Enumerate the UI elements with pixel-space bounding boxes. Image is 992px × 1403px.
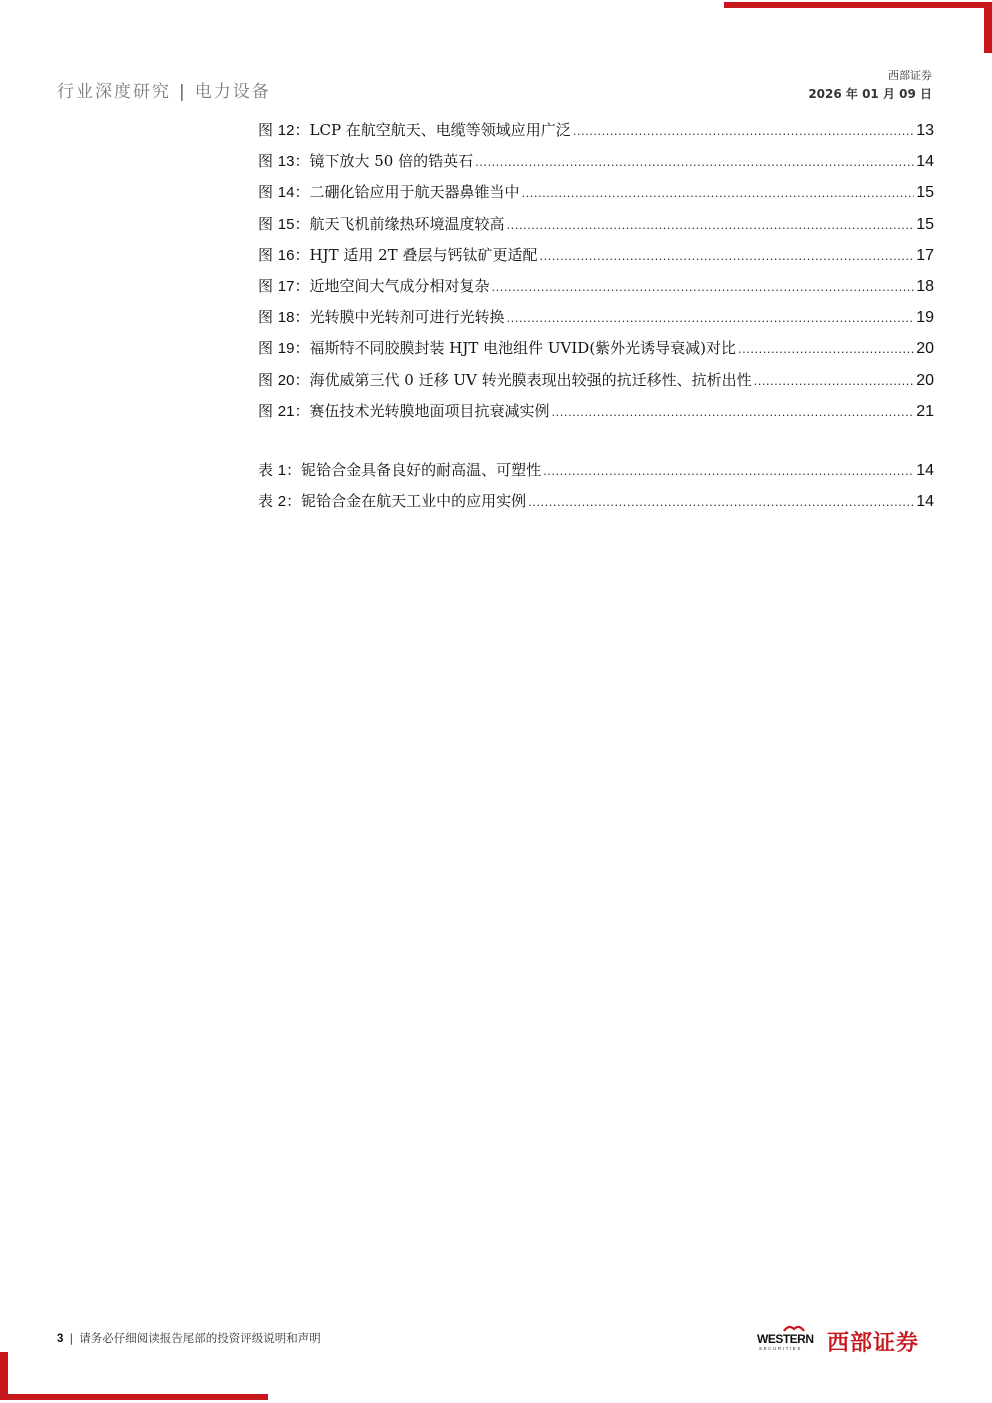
dot-leader <box>507 310 915 325</box>
toc-entry-page: 21 <box>916 402 934 420</box>
page-number: 3 <box>57 1333 64 1345</box>
dot-leader <box>754 373 915 388</box>
toc-entry-page: 19 <box>916 309 934 327</box>
dot-leader <box>738 341 914 356</box>
toc-entry-table[interactable] <box>258 490 934 521</box>
toc-entry-figure[interactable] <box>258 306 934 337</box>
dot-leader <box>528 494 914 509</box>
report-sector: 电力设备 <box>194 82 271 102</box>
toc-entry-label: 图 21： <box>258 401 310 420</box>
toc-entry-figure[interactable] <box>258 275 934 306</box>
toc-entry-label: 图 17： <box>258 276 310 295</box>
report-category: 行业深度研究 <box>57 82 171 102</box>
toc-entry-figure[interactable] <box>258 119 934 150</box>
dot-leader <box>475 154 914 169</box>
toc-entry-page: 15 <box>916 184 934 202</box>
toc-entry-title: 镜下放大 50 倍的锆英石 <box>309 152 474 171</box>
toc-entry-page: 14 <box>916 493 934 511</box>
toc-entry-title: 航天飞机前缘热环境温度较高 <box>309 214 505 233</box>
toc-entry-title: 福斯特不同胶膜封装 HJT 电池组件 UVID(紫外光诱导衰减)对比 <box>309 339 737 358</box>
toc-entry-figure[interactable] <box>258 150 934 181</box>
dot-leader <box>507 217 915 232</box>
logo-chinese: 西部证券 <box>827 1331 920 1356</box>
toc-entry-table[interactable] <box>258 459 934 490</box>
toc-entry-label: 图 15： <box>258 214 310 233</box>
toc-entry-title: 铌铪合金在航天工业中的应用实例 <box>301 492 527 511</box>
figure-list <box>258 119 934 431</box>
toc-entry-label: 图 14： <box>258 183 310 202</box>
table-list <box>258 459 934 521</box>
page-footer <box>57 1330 321 1346</box>
toc-entry-figure[interactable] <box>258 369 934 400</box>
toc-entry-title: HJT 适用 2T 叠层与钙钛矿更适配 <box>309 245 538 264</box>
broker-name: 西部证券 <box>888 69 932 82</box>
toc-entry-figure[interactable] <box>258 244 934 275</box>
toc-entry-title: 近地空间大气成分相对复杂 <box>309 276 490 295</box>
toc-entry-label: 图 18： <box>258 308 310 327</box>
toc-entry-figure[interactable] <box>258 400 934 431</box>
toc-entry-figure[interactable] <box>258 181 934 212</box>
logo-english-sub: SECURITIES <box>759 1346 803 1351</box>
dot-leader <box>573 123 914 138</box>
toc-entry-page: 20 <box>916 340 934 358</box>
header-separator: | <box>179 82 187 102</box>
toc-entry-title: LCP 在航空航天、电缆等领域应用广泛 <box>309 121 571 139</box>
broker-logo <box>757 1326 933 1356</box>
toc-entry-title: 海优威第三代 0 迁移 UV 转光膜表现出较强的抗迁移性、抗析出性 <box>309 370 752 389</box>
top-right-corner-bar-vertical <box>984 2 992 53</box>
toc-entry-page: 13 <box>916 122 934 139</box>
report-date: 2026 年 01 月 09 日 <box>808 87 932 101</box>
toc-entry-title: 光转膜中光转剂可进行光转换 <box>309 308 505 327</box>
footer-separator: | <box>69 1331 74 1345</box>
toc-entry-title: 赛伍技术光转膜地面项目抗衰减实例 <box>309 401 550 420</box>
toc-entry-page: 14 <box>916 462 934 479</box>
top-right-corner-bar <box>724 2 992 8</box>
toc-entry-page: 15 <box>916 215 934 233</box>
toc-entry-figure[interactable] <box>258 337 934 368</box>
toc-entry-label: 图 20： <box>258 370 310 389</box>
toc-entry-label: 表 2： <box>258 492 302 511</box>
dot-leader <box>552 404 915 419</box>
logo-english: WESTERN <box>757 1332 814 1346</box>
toc-entry-title: 二硼化铪应用于航天器鼻锥当中 <box>309 183 520 202</box>
toc-entry-label: 图 19： <box>258 339 310 358</box>
toc-entry-figure[interactable] <box>258 213 934 244</box>
bottom-left-corner-bar <box>0 1394 268 1400</box>
toc-entry-title: 铌铪合金具备良好的耐高温、可塑性 <box>301 461 542 479</box>
dot-leader <box>492 279 915 294</box>
report-category-header <box>57 77 271 102</box>
footer-disclaimer: 请务必仔细阅读报告尾部的投资评级说明和声明 <box>79 1331 321 1345</box>
toc-entry-label: 图 12： <box>258 121 310 139</box>
dot-leader <box>543 463 914 478</box>
toc-entry-page: 14 <box>916 153 934 171</box>
toc-entry-page: 20 <box>916 371 934 389</box>
toc-entry-label: 表 1： <box>258 461 302 479</box>
toc-entry-label: 图 13： <box>258 152 310 171</box>
dot-leader <box>539 248 914 263</box>
toc-entry-page: 17 <box>916 246 934 264</box>
toc-entry-page: 18 <box>916 277 934 295</box>
dot-leader <box>522 185 915 200</box>
bottom-left-corner-bar-vertical <box>0 1352 8 1400</box>
toc-entry-label: 图 16： <box>258 245 310 264</box>
